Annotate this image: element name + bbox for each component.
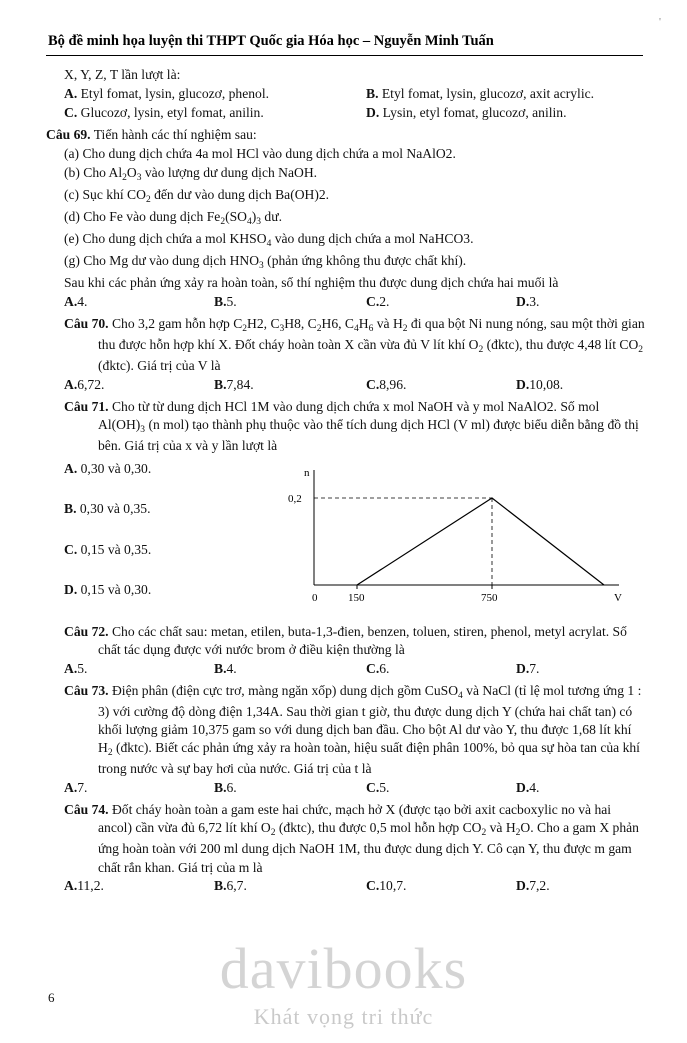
question-69-answer-c-text: 2. <box>379 294 390 310</box>
question-74-answer-b-text: 6,7. <box>226 878 247 894</box>
question-74-answer-c-text: 10,7. <box>379 878 407 894</box>
question-69-answer-b-text: 5. <box>226 294 237 310</box>
y-tick-label-0-2: 0,2 <box>288 492 302 505</box>
question-73 <box>46 682 646 779</box>
page-header: Bộ đề minh họa luyện thi THPT Quốc gia Hóa học – Nguyễn Minh Tuấn <box>48 33 494 49</box>
page-number: 6 <box>48 990 55 1005</box>
header-divider <box>46 55 643 56</box>
question-69 <box>46 126 646 144</box>
question-71-answer-d-label: D. <box>64 582 78 598</box>
question-73-answer-d-text: 4. <box>529 779 540 795</box>
question-69-answer-a-label: A. <box>64 294 78 310</box>
question-72-answer-c-label: C. <box>366 660 380 676</box>
question-72-answer-b-text: 4. <box>226 660 237 676</box>
question-73-number: Câu 73. <box>64 682 109 698</box>
question-72-answer-c <box>366 660 390 678</box>
y-axis-label: n <box>304 466 310 479</box>
top-lead-text: X, Y, Z, T lần lượt là: <box>64 67 181 82</box>
question-73-answer-a-label: A. <box>64 779 78 795</box>
top-option-a-text: Etyl fomat, lysin, glucozơ, phenol. <box>80 86 270 102</box>
question-69-tail: Sau khi các phản ứng xảy ra hoàn toàn, số thí nghiệm thu được dung dịch chứa hai muối là <box>64 274 559 290</box>
question-70-answer-b-label: B. <box>214 376 227 392</box>
question-74-answer-c-label: C. <box>366 878 380 894</box>
question-69-answer-b <box>214 293 237 311</box>
al-oh-3-graph <box>274 460 634 615</box>
question-73-answer-b <box>214 779 237 797</box>
question-71-answer-a-label: A. <box>64 460 78 476</box>
question-70-stem: Cho 3,2 gam hỗn hợp $C_2H2$, $C_3H8$, $C_2H6$, $C_4H_6$ và $H_2$ đi qua bột Ni nung nóng, sau một thời gian thu được hỗn hợp khí X. Đốt cháy hoàn toàn X cần vừa đủ V lít khí $O_2$ (đktc), thu được 4,48 lít $CO_2$ (đktc). Giá trị của V là <box>98 316 645 374</box>
question-69-answer-d <box>516 293 540 311</box>
question-71-answer-c-label: C. <box>64 541 78 557</box>
question-70-answer-b-text: 7,84. <box>226 376 254 392</box>
question-74-answer-a-label: A. <box>64 878 78 894</box>
question-73-answer-b-text: 6. <box>226 779 237 795</box>
page-content <box>46 66 646 897</box>
top-option-a <box>64 85 269 103</box>
question-70-answer-a-label: A. <box>64 376 78 392</box>
question-72-answer-d-text: 7. <box>529 660 540 676</box>
question-73-answer-b-label: B. <box>214 779 227 795</box>
watermark-subtitle: Khát vọng tri thức <box>253 1004 434 1029</box>
question-69-answer-d-text: 3. <box>529 294 540 310</box>
question-69-answer-d-label: D. <box>516 294 530 310</box>
question-72-answer-a-text: 5. <box>77 660 88 676</box>
question-71-answers <box>64 460 264 622</box>
question-74-number: Câu 74. <box>64 801 109 817</box>
graph-line <box>357 498 604 585</box>
question-73-answer-c-text: 5. <box>379 779 390 795</box>
question-74-answer-d-text: 7,2. <box>529 878 550 894</box>
question-72-answer-b-label: B. <box>214 660 227 676</box>
question-74-answers <box>46 877 646 896</box>
question-69-item-g: (g) Cho Mg dư vào dung dịch $HNO_3$ (phản ứng không thu được chất khí). <box>64 253 467 272</box>
top-option-c-text: Glucozơ, lysin, etyl fomat, anilin. <box>80 105 264 121</box>
question-73-stem: Điện phân (điện cực trơ, màng ngăn xốp) dung dịch gồm CuSO$_4$ và NaCl (tỉ lệ mol tương ứng 1 : 3) với cường độ dòng điện 1,34A. Sau thời gian t giờ, thu được dung dịch Y (chứa hai chất tan) có khối lượng giảm 10,375 gam so với dung dịch ban đầu. Cho bột Al dư vào Y, thu được 1,68 lít khí $H_2$ (đktc). Biết các phản ứng xảy ra hoàn toàn, hiệu suất điện phân 100%, bỏ qua sự hòa tan của khí trong nước và sự bay hơi của nước. Giá trị của t là <box>98 682 642 777</box>
question-69-stem: Tiến hành các thí nghiệm sau: <box>93 127 257 143</box>
question-72-answer-d-label: D. <box>516 660 530 676</box>
question-70-answer-d <box>516 376 564 394</box>
x-tick-label-150: 150 <box>348 591 365 604</box>
question-70-answer-c <box>366 376 407 394</box>
question-71-answer-c <box>64 541 264 559</box>
question-71-answer-b-label: B. <box>64 501 77 517</box>
question-70-answer-a-text: 6,72. <box>77 376 105 392</box>
question-69-answer-c <box>366 293 390 311</box>
question-69-item-a: (a) Cho dung dịch chứa 4a mol HCl vào dung dịch chứa a mol NaAlO2. <box>64 145 456 161</box>
top-option-b-text: Etyl fomat, lysin, glucozơ, axit acrylic. <box>381 86 595 102</box>
top-option-b-label: B. <box>366 86 379 102</box>
corner-mark: ' <box>659 16 661 28</box>
question-69-answer-a-text: 4. <box>77 294 88 310</box>
question-74-answer-d-label: D. <box>516 878 530 894</box>
question-69-item-d: (d) Cho Fe vào dung dịch $Fe_2(SO_4)_3$ dư. <box>64 209 282 228</box>
question-74-answer-a-text: 11,2. <box>77 878 104 894</box>
question-72-answer-b <box>214 660 237 678</box>
x-tick-label-750: 750 <box>481 591 498 604</box>
question-73-answer-c <box>366 779 390 797</box>
question-70-answer-d-label: D. <box>516 376 530 392</box>
question-69-answer-b-label: B. <box>214 294 227 310</box>
question-71-answer-b <box>64 500 264 518</box>
question-69-item-c: (c) Sục khí $CO_2$ đến dư vào dung dịch Ba(OH)2. <box>64 187 330 206</box>
top-option-c <box>64 104 264 122</box>
question-74-answer-d <box>516 877 550 895</box>
question-70-answer-d-text: 10,08. <box>529 376 564 392</box>
question-72-number: Câu 72. <box>64 623 109 639</box>
question-70-answer-b <box>214 376 254 394</box>
x-axis-label: V <box>614 591 622 604</box>
top-option-a-label: A. <box>64 86 78 102</box>
top-option-c-label: C. <box>64 105 78 121</box>
question-70-answer-a <box>64 376 105 394</box>
question-71-number: Câu 71. <box>64 398 109 414</box>
question-74-answer-a <box>64 877 104 895</box>
question-72-answer-d <box>516 660 540 678</box>
question-72-stem: Cho các chất sau: metan, etilen, buta-1,3-đien, benzen, toluen, stiren, phenol, metyl acrylat. Số chất tác dụng được với nước brom ở điều kiện thường là <box>98 623 627 658</box>
question-70-answer-c-text: 8,96. <box>379 376 407 392</box>
question-72-answer-c-text: 6. <box>379 660 390 676</box>
x-tick-label-0: 0 <box>312 591 318 604</box>
question-71-answer-a-text: 0,30 và 0,30. <box>80 460 152 476</box>
top-option-d-label: D. <box>366 105 380 121</box>
question-70-answer-c-label: C. <box>366 376 380 392</box>
top-option-d-text: Lysin, etyl fomat, glucozơ, anilin. <box>382 105 567 121</box>
graph-svg <box>274 460 634 615</box>
question-73-answer-d-label: D. <box>516 779 530 795</box>
question-73-answer-a-text: 7. <box>77 779 88 795</box>
question-74-answer-b-label: B. <box>214 878 227 894</box>
watermark <box>0 936 687 1030</box>
watermark-title: davibooks <box>219 936 468 1001</box>
question-73-answers <box>46 779 646 798</box>
top-options-row-1 <box>46 85 646 104</box>
question-72-answers <box>46 660 646 679</box>
question-71-graph-block <box>46 460 646 620</box>
question-74-answer-c <box>366 877 407 895</box>
question-72-answer-a <box>64 660 88 678</box>
question-73-answer-d <box>516 779 540 797</box>
question-69-answer-c-label: C. <box>366 294 380 310</box>
question-69-item-e: (e) Cho dung dịch chứa a mol $KHSO_4$ vào dung dịch chứa a mol NaHCO3. <box>64 231 474 250</box>
question-74-answer-b <box>214 877 247 895</box>
question-71-answer-d-text: 0,15 và 0,30. <box>80 582 152 598</box>
question-71-answer-c-text: 0,15 và 0,35. <box>80 541 152 557</box>
question-72 <box>46 623 646 660</box>
question-69-answer-a <box>64 293 88 311</box>
question-71-stem: Cho từ từ dung dịch HCl 1M vào dung dịch chứa x mol NaOH và y mol NaAlO2. Số mol $Al(OH)_3$ (n mol) tạo thành phụ thuộc vào thể tích dung dịch HCl (V ml) được biểu diễn bằng đồ thị bên. Giá trị của x và y lần lượt là <box>98 398 639 454</box>
question-71 <box>46 398 646 456</box>
question-73-answer-a <box>64 779 88 797</box>
question-74 <box>46 801 646 877</box>
question-74-stem: Đốt cháy hoàn toàn a gam este hai chức, mạch hở X (được tạo bởi axit cacboxylic no và hai ancol) cần vừa đủ 6,72 lít khí $O_2$ (đktc), thu được 0,5 mol hỗn hợp $CO_2$ và $H_2O$. Cho a gam X phản ứng hoàn toàn với 200 ml dung dịch NaOH 1M, thu được dung dịch Y. Cô cạn Y, thu được m gam chất rắn khan. Giá trị của m là <box>98 801 639 875</box>
question-71-answer-d <box>64 581 264 599</box>
question-70-number: Câu 70. <box>64 316 109 332</box>
question-69-item-b: (b) Cho $Al_2O_3$ vào lượng dư dung dịch NaOH. <box>64 165 318 184</box>
top-options-row-2 <box>46 104 646 123</box>
question-71-answer-b-text: 0,30 và 0,35. <box>79 501 151 517</box>
question-73-answer-c-label: C. <box>366 779 380 795</box>
question-70-answers <box>46 376 646 395</box>
question-72-answer-a-label: A. <box>64 660 78 676</box>
question-69-number: Câu 69. <box>46 127 91 143</box>
question-70 <box>46 315 646 375</box>
question-71-answer-a <box>64 460 264 478</box>
top-option-b <box>366 85 594 103</box>
question-69-answers <box>46 293 646 312</box>
top-option-d <box>366 104 567 122</box>
